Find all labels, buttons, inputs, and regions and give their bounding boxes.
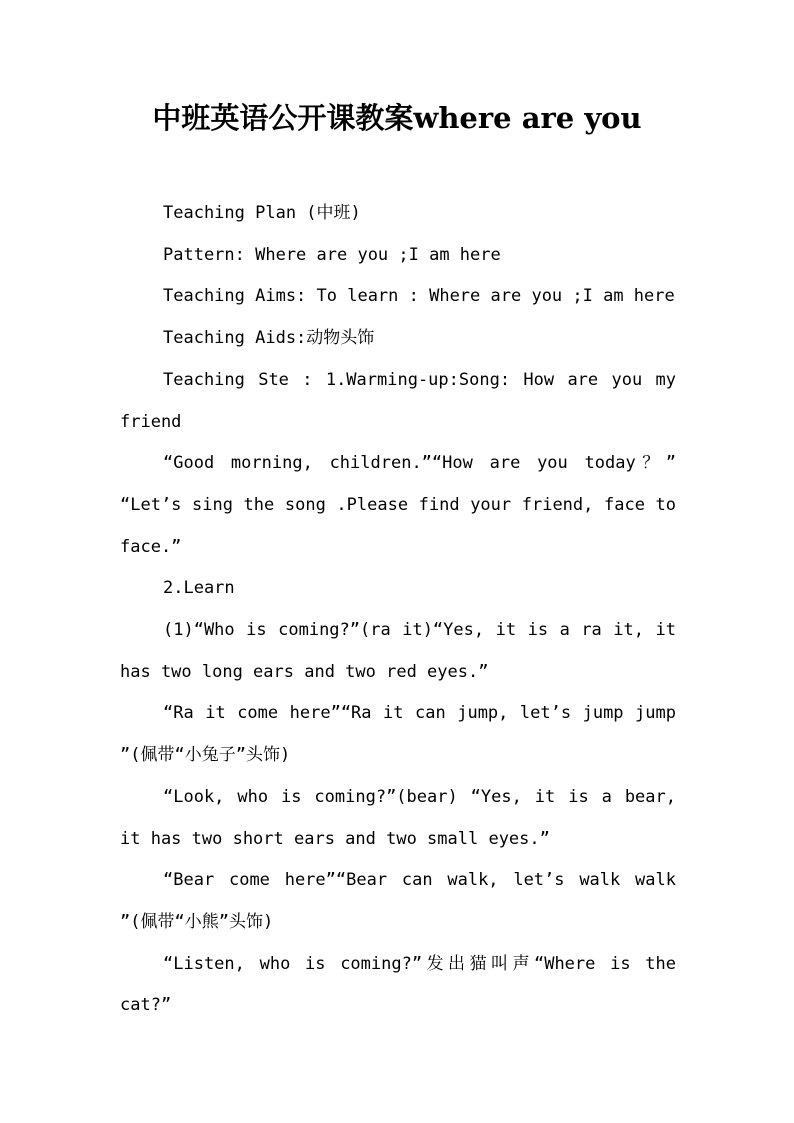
paragraph-teaching-steps: Teaching Ste : 1.Warming-up:Song: How are you my friend (120, 369, 676, 432)
paragraph-bear-action: “Bear come here”“Bear can walk, let’s walk walk ”(佩带“小熊”头饰) (120, 870, 676, 932)
paragraph-learn-heading: 2.Learn (163, 578, 235, 599)
document-body (120, 193, 676, 1027)
paragraph-teaching-aids: Teaching Aids:动物头饰 (163, 328, 375, 349)
paragraph-pattern: Pattern: Where are you ;I am here (163, 244, 501, 265)
paragraph-rabbit-intro: (1)“Who is coming?”(ra it)“Yes, it is a ra it, it has two long ears and two red eyes.” (120, 620, 676, 682)
paragraph-greeting: “Good morning, children.”“How are you today？” “Let’s sing the song .Please find your friend, face to face.” (120, 453, 676, 557)
paragraph-rabbit-action: “Ra it come here”“Ra it can jump, let’s jump jump ”(佩带“小兔子”头饰) (120, 703, 676, 766)
document-title: 中班英语公开课教案where are you (152, 101, 642, 135)
paragraph-teaching-aims: Teaching Aims: To learn : Where are you ;I am here (163, 286, 675, 307)
paragraph-bear-intro: “Look, who is coming?”(bear) “Yes, it is a bear, it has two short ears and two small eyes.” (120, 786, 676, 849)
paragraph-cat-intro: “Listen, who is coming?”发出猫叫声“Where is the cat?” (120, 953, 676, 1016)
paragraph-teaching-plan: Teaching Plan (中班) (163, 203, 361, 223)
